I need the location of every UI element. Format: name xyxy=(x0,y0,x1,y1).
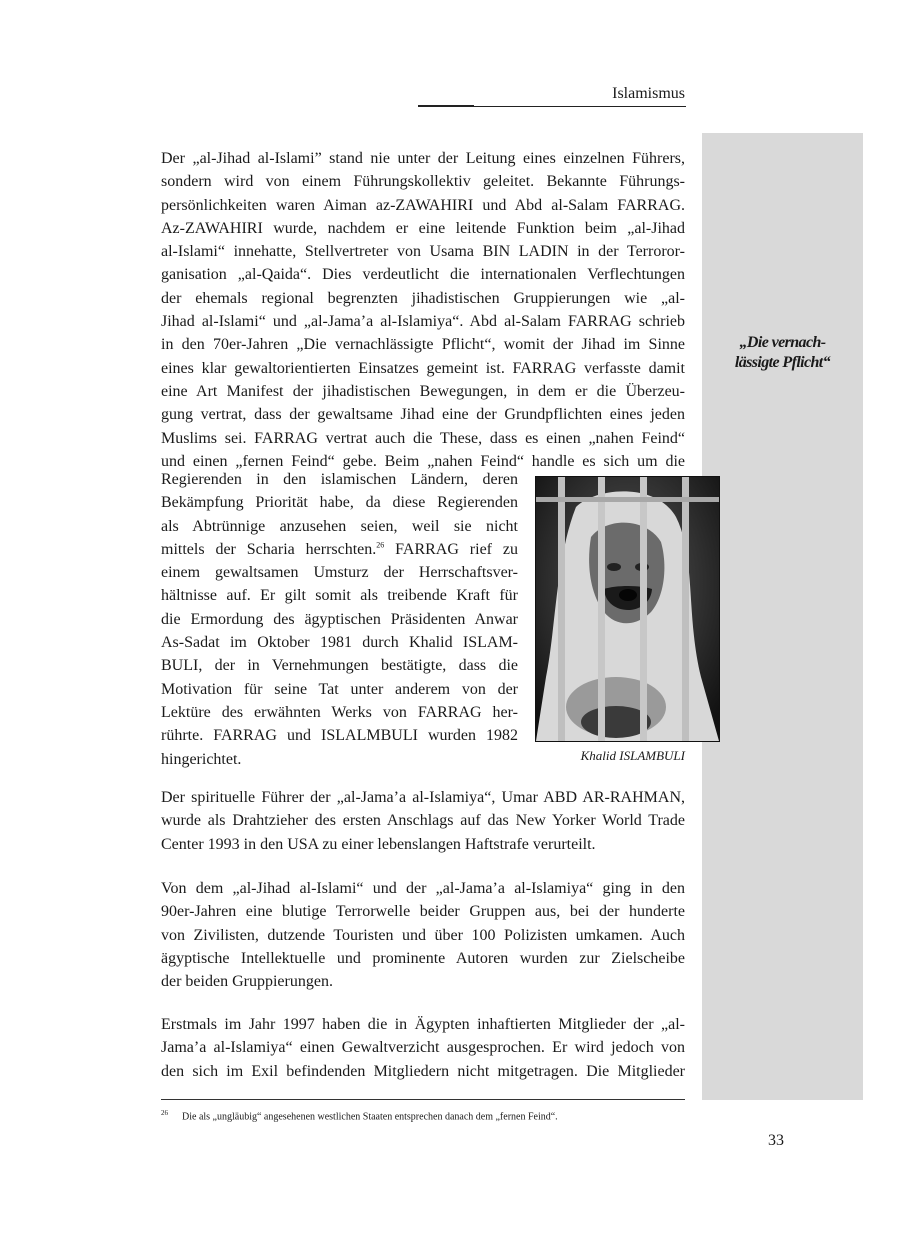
text-line: und einen „fernen Feind“ gebe. Beim „nahen Feind“ handle es sich um die xyxy=(161,452,685,470)
text-line: wurde als Drahtzieher des ersten Anschlags auf das New Yorker World Trade xyxy=(161,812,685,830)
photo-image xyxy=(536,477,719,741)
footnote-reference[interactable]: 26 xyxy=(376,540,385,550)
text-line-with-footnote-ref xyxy=(161,538,518,561)
text-line: ganisation „al-Qaida“. Dies verdeutlicht die internationalen Verflechtungen xyxy=(161,266,685,284)
text-line: einem gewaltsamen Umsturz der Herrschaftsver- xyxy=(161,564,518,582)
text-line: Regierenden in den islamischen Ländern, deren xyxy=(161,471,518,488)
text-line: persönlichkeiten waren Aiman az-ZAWAHIRI und Abd al-Salam FARRAG. xyxy=(161,196,685,214)
text-line: 90er-Jahren eine blutige Terrorwelle beider Gruppen aus, bei der hunderte xyxy=(161,903,685,921)
text-line: rührte. FARRAG und ISLALMBULI wurden 1982 xyxy=(161,727,518,745)
text-line: der ehemals regional begrenzten jihadistischen Gruppierungen wie „al- xyxy=(161,289,685,307)
photo-caption: Khalid ISLAMBULI xyxy=(580,748,685,763)
footnote-number: 26 xyxy=(161,1109,168,1117)
paragraph-2 xyxy=(161,468,518,771)
paragraph-5 xyxy=(161,1013,685,1083)
text-line: sondern wird von einem Führungskollektiv geleitet. Bekannte Führungs- xyxy=(161,173,685,191)
portrait-photo xyxy=(535,476,720,742)
text-line: Von dem „al-Jihad al-Islami“ und der „al-Jama’a al-Islamiya“ ging in den xyxy=(161,880,685,897)
page-number: 33 xyxy=(768,1132,784,1149)
text-line: hältnisse auf. Er gilt somit als treibende Kraft für xyxy=(161,587,518,605)
running-header-title: Islamismus xyxy=(612,85,685,102)
text-line: Jama’a al-Islamiya“ einen Gewaltverzicht ausgesprochen. Er wird jedoch von xyxy=(161,1039,685,1057)
header-rule xyxy=(418,106,686,107)
footnote-text: Die als „ungläubig“ angesehenen westlichen Staaten entsprechen danach dem „fernen Feind“. xyxy=(182,1111,558,1123)
footnote-rule xyxy=(161,1099,685,1100)
margin-quote-line-2: lässigte Pflicht“ xyxy=(734,354,831,371)
footnote xyxy=(161,1106,685,1124)
text-line: Jihad al-Islami“ und „al-Jama’a al-Islamiya“. Abd al-Salam FARRAG schrieb xyxy=(161,313,685,331)
text-line: eines klar gewaltorientierten Einsatzes gemeint ist. FARRAG verfasste damit xyxy=(161,359,685,377)
margin-sidebar xyxy=(702,133,863,1100)
text-line: Bekämpfung Priorität habe, da diese Regierenden xyxy=(161,494,518,512)
text-line: BULI, der in Vernehmungen bestätigte, dass die xyxy=(161,657,518,675)
paragraph-4 xyxy=(161,877,685,993)
text-line: die Ermordung des ägyptischen Präsidenten Anwar xyxy=(161,610,518,628)
text-line: der beiden Gruppierungen. xyxy=(161,973,333,991)
margin-quote-line-1: „Die vernach- xyxy=(739,334,826,351)
text-line: hingerichtet. xyxy=(161,750,242,768)
text-line: eine Art Manifest der jihadistischen Bewegungen, in dem er die Überzeu- xyxy=(161,382,685,400)
text-fragment: FARRAG rief zu xyxy=(384,540,518,558)
text-line: in den 70er-Jahren „Die vernachlässigte Pflicht“, womit der Jihad im Sinne xyxy=(161,336,685,354)
text-line: al-Islami“ innehatte, Stellvertreter von Usama BIN LADIN in der Terroror- xyxy=(161,243,685,261)
text-fragment: mittels der Scharia herrschten. xyxy=(161,540,377,558)
text-line: Motivation für seine Tat unter anderem von der xyxy=(161,680,518,698)
paragraph-1 xyxy=(161,147,685,473)
text-line: Lektüre des erwähnten Werks von FARRAG her- xyxy=(161,703,518,721)
text-line: von Zivilisten, dutzende Touristen und über 100 Polizisten umkamen. Auch xyxy=(161,926,685,944)
text-line: As-Sadat im Oktober 1981 durch Khalid ISLAM- xyxy=(161,634,518,652)
text-line: den sich im Exil befindenden Mitgliedern nicht mitgetragen. Die Mitglieder xyxy=(161,1062,685,1080)
text-line: Center 1993 in den USA zu einer lebenslangen Haftstrafe verurteilt. xyxy=(161,835,596,853)
paragraph-3 xyxy=(161,786,685,856)
text-line: Der spirituelle Führer der „al-Jama’a al-Islamiya“, Umar ABD AR-RAHMAN, xyxy=(161,789,685,806)
text-line: Muslims sei. FARRAG vertrat auch die These, dass es einen „nahen Feind“ xyxy=(161,429,685,447)
text-line: Der „al-Jihad al-Islami” stand nie unter der Leitung eines einzelnen Führers, xyxy=(161,150,685,167)
text-line: Az-ZAWAHIRI wurde, nachdem er eine leitende Funktion beim „al-Jihad xyxy=(161,219,685,237)
text-line: Erstmals im Jahr 1997 haben die in Ägypten inhaftierten Mitglieder der „al- xyxy=(161,1016,685,1033)
margin-quote xyxy=(702,333,863,373)
text-line: gung vertrat, dass der gewaltsame Jihad eine der Grundpflichten eines jeden xyxy=(161,406,685,424)
text-line: als Abtrünnige anzusehen seien, weil sie nicht xyxy=(161,517,518,535)
text-line: ägyptische Intellektuelle und prominente Autoren wurden zur Zielscheibe xyxy=(161,949,685,967)
